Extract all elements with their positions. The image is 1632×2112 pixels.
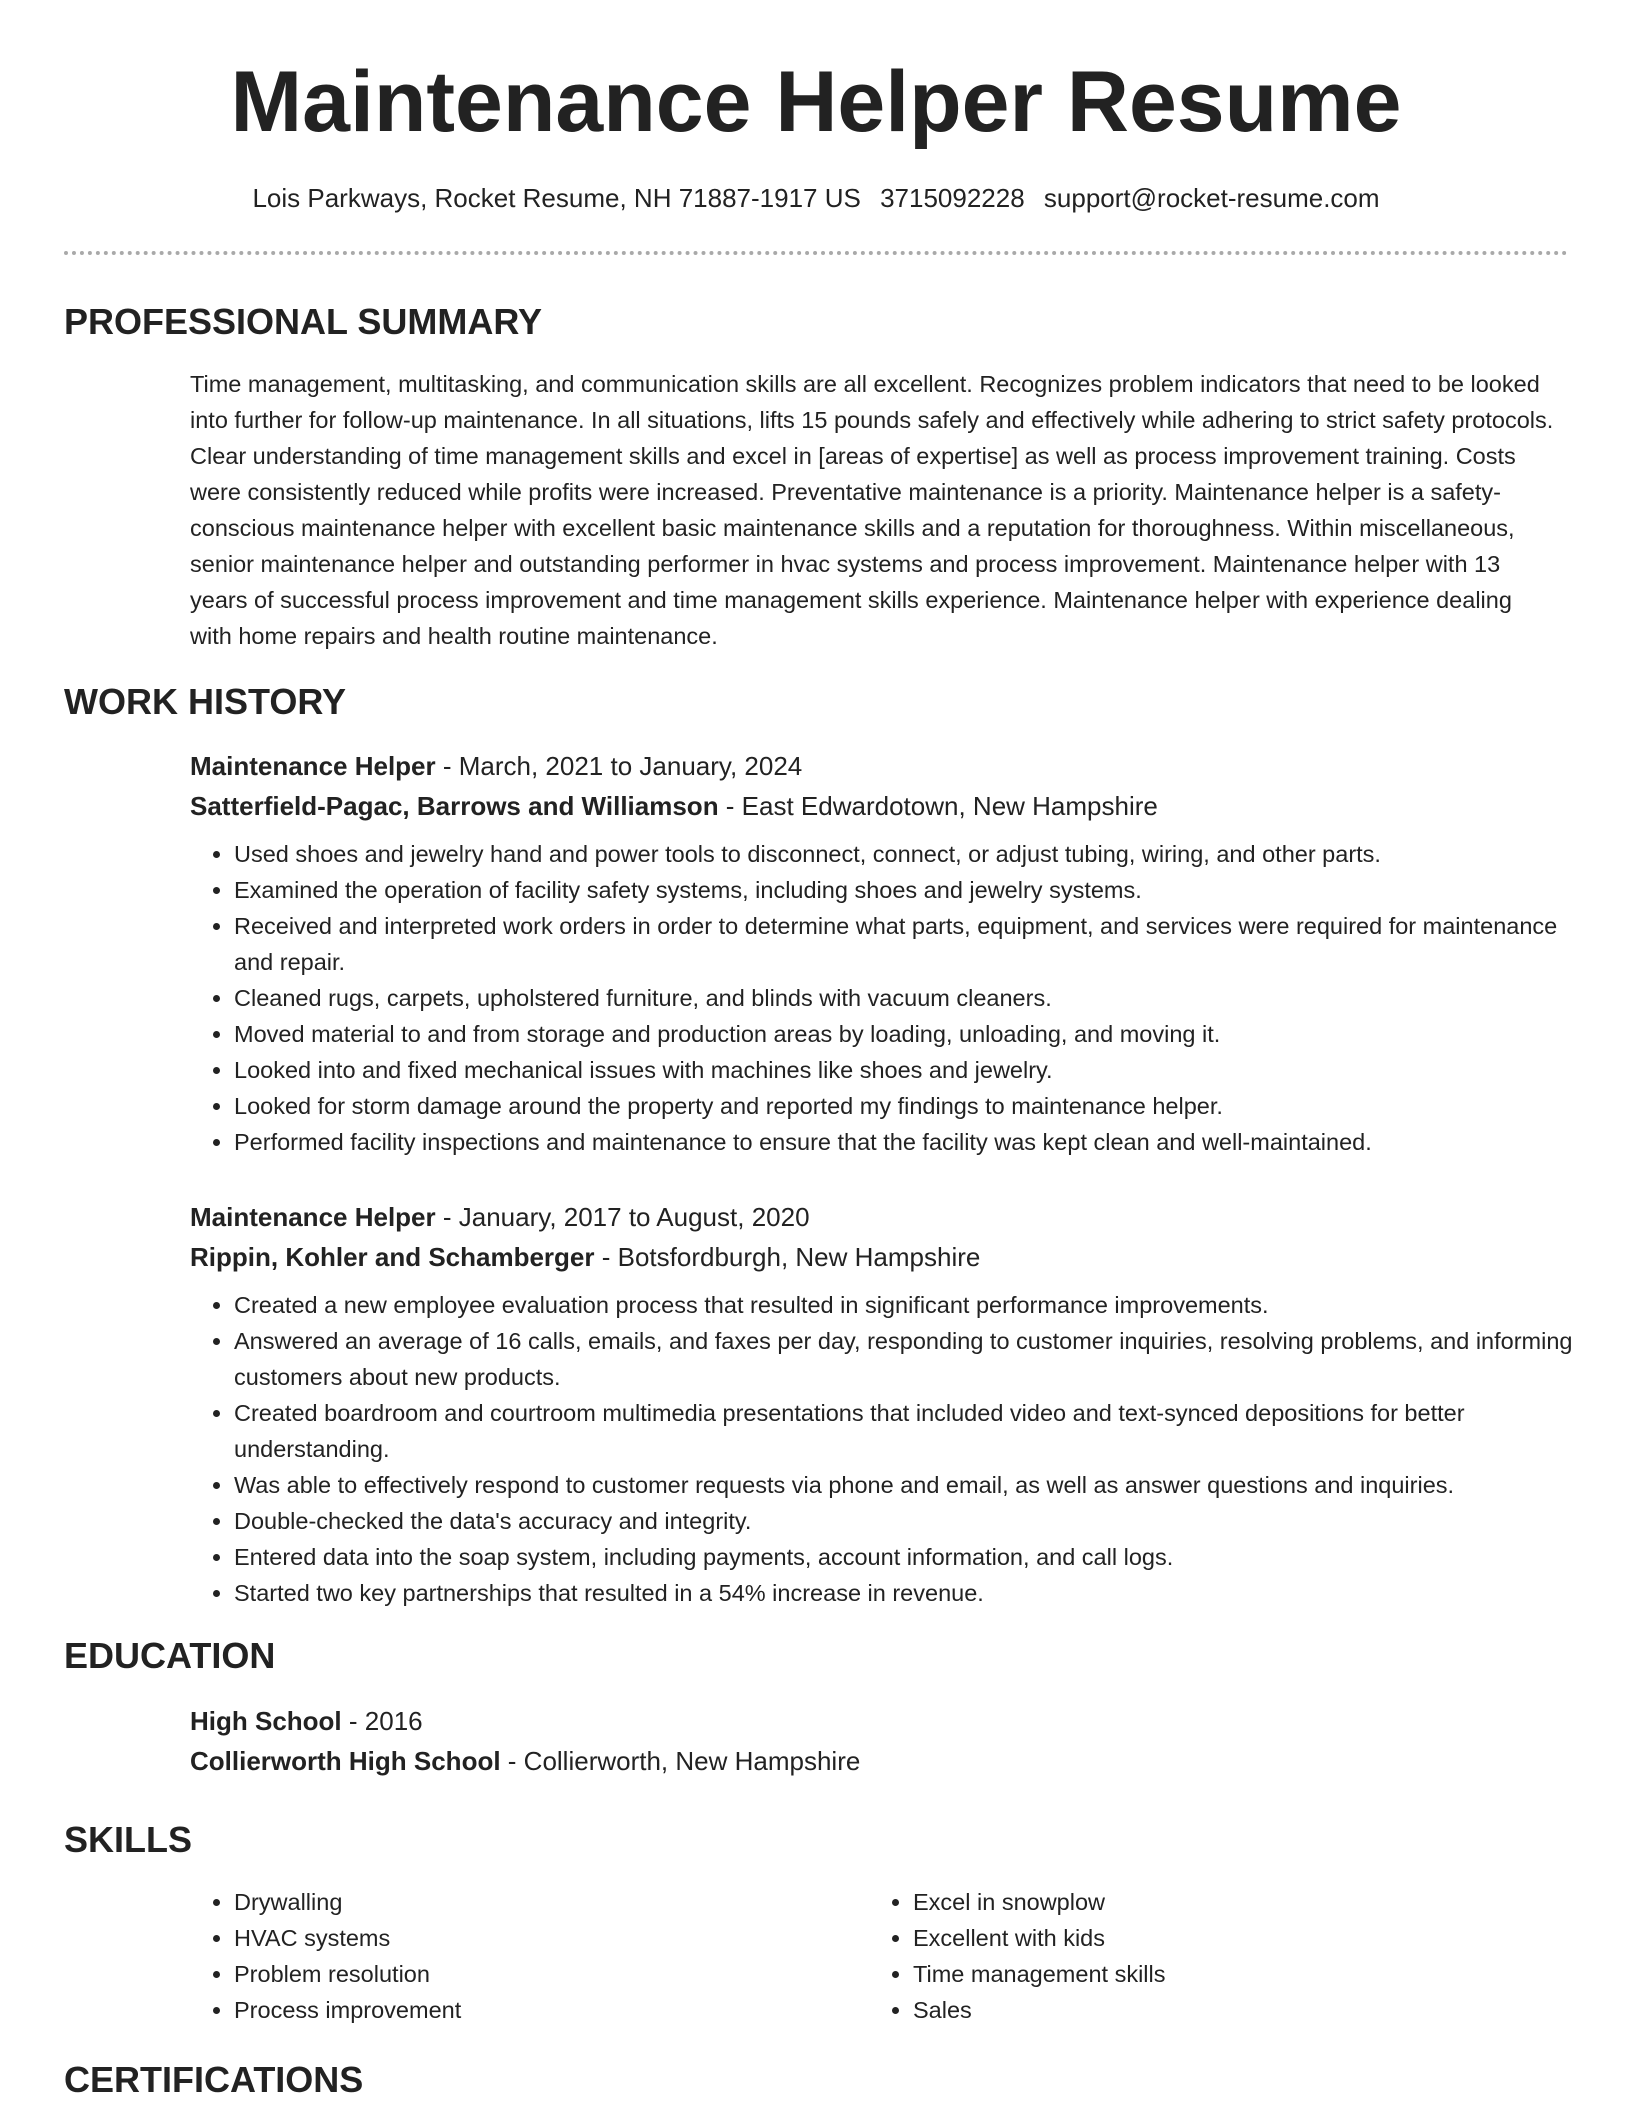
list-item: • Moved material to and from storage and production areas by loading, unloading, and moving it. xyxy=(234,1016,1580,1052)
education-school-line xyxy=(190,1741,1580,1781)
list-item: • Created a new employee evaluation process that resulted in significant performance improvements. xyxy=(234,1287,1580,1323)
list-item: • Looked for storm damage around the property and reported my findings to maintenance helper. xyxy=(234,1088,1580,1124)
summary-heading: PROFESSIONAL SUMMARY xyxy=(64,301,543,342)
job-entry-1 xyxy=(190,746,1580,1160)
skills-column-left xyxy=(190,1884,790,2028)
job-bullets xyxy=(190,836,1580,1160)
job-company-line xyxy=(190,1237,1580,1277)
list-item: • Performed facility inspections and maintenance to ensure that the facility was kept clean and well-maintained. xyxy=(234,1124,1580,1160)
list-item: • Excel in snowplow xyxy=(913,1884,1469,1920)
education-heading: EDUCATION xyxy=(64,1635,276,1676)
list-item: • Started two key partnerships that resulted in a 54% increase in revenue. xyxy=(234,1575,1580,1611)
list-item: • Looked into and fixed mechanical issues with machines like shoes and jewelry. xyxy=(234,1052,1580,1088)
job-title-line xyxy=(190,746,1580,786)
work-history-heading: WORK HISTORY xyxy=(64,681,347,722)
job-entry-2 xyxy=(190,1197,1580,1611)
list-item: • Process improvement xyxy=(234,1992,790,2028)
list-item: • Created boardroom and courtroom multimedia presentations that included video and text-synced depositions for better understanding. xyxy=(234,1395,1580,1467)
job-company: Satterfield-Pagac, Barrows and Williamson xyxy=(190,791,719,821)
job-dates: - January, 2017 to August, 2020 xyxy=(435,1202,810,1232)
job-role: Maintenance Helper xyxy=(190,1202,436,1232)
education-degree-line xyxy=(190,1701,1580,1741)
certifications-heading: CERTIFICATIONS xyxy=(64,2059,364,2100)
skills-list-left xyxy=(190,1884,790,2028)
education-school: Collierworth High School xyxy=(190,1746,501,1776)
job-role: Maintenance Helper xyxy=(190,751,436,781)
job-company-line xyxy=(190,786,1580,826)
list-item: • Excellent with kids xyxy=(913,1920,1469,1956)
skills-column-right xyxy=(869,1884,1469,2028)
list-item: • Examined the operation of facility safety systems, including shoes and jewelry systems. xyxy=(234,872,1580,908)
job-location: - Botsfordburgh, New Hampshire xyxy=(594,1242,981,1272)
list-item: • Sales xyxy=(913,1992,1469,2028)
list-item: • Was able to effectively respond to customer requests via phone and email, as well as answer questions and inquiries. xyxy=(234,1467,1580,1503)
contact-email: support@rocket-resume.com xyxy=(1043,183,1380,213)
contact-address: Lois Parkways, Rocket Resume, NH 71887-1917 US xyxy=(252,183,861,213)
list-item: • Time management skills xyxy=(913,1956,1469,1992)
job-company: Rippin, Kohler and Schamberger xyxy=(190,1242,595,1272)
skills-heading: SKILLS xyxy=(64,1819,193,1860)
job-dates: - March, 2021 to January, 2024 xyxy=(435,751,803,781)
education-year: - 2016 xyxy=(341,1706,423,1736)
list-item: • Drywalling xyxy=(234,1884,790,1920)
list-item: • Used shoes and jewelry hand and power tools to disconnect, connect, or adjust tubing, wiring, and other parts. xyxy=(234,836,1580,872)
job-title-line xyxy=(190,1197,1580,1237)
education-degree: High School xyxy=(190,1706,342,1736)
contact-phone: 3715092228 xyxy=(880,183,1025,213)
contact-line xyxy=(0,182,1632,214)
list-item: • HVAC systems xyxy=(234,1920,790,1956)
job-bullets xyxy=(190,1287,1580,1611)
education-entry xyxy=(190,1701,1580,1781)
list-item: • Received and interpreted work orders in order to determine what parts, equipment, and services were required for maintenance and repair. xyxy=(234,908,1580,980)
job-location: - East Edwardotown, New Hampshire xyxy=(718,791,1158,821)
list-item: • Problem resolution xyxy=(234,1956,790,1992)
summary-text: Time management, multitasking, and communication skills are all excellent. Recognizes problem indicators that need to be looked into further for follow-up maintenance. In all situations, lifts 15 pounds safely and effectively while adhering to strict safety protocols. Clear understanding of time management skills and excel in [areas of expertise] as well as process improvement training. Costs were consistently reduced while profits were increased. Preventative maintenance is a priority. Maintenance helper is a safety-conscious maintenance helper with excellent basic maintenance skills and a reputation for thoroughness. Within miscellaneous, senior maintenance helper and outstanding performer in hvac systems and process improvement. Maintenance helper with 13 years of successful process improvement and time management skills experience. Maintenance helper with experience dealing with home repairs and health routine maintenance. xyxy=(190,371,1554,649)
list-item: • Cleaned rugs, carpets, upholstered furniture, and blinds with vacuum cleaners. xyxy=(234,980,1580,1016)
list-item: • Entered data into the soap system, including payments, account information, and call logs. xyxy=(234,1539,1580,1575)
list-item: • Answered an average of 16 calls, emails, and faxes per day, responding to customer inquiries, resolving problems, and informing customers about new products. xyxy=(234,1323,1580,1395)
resume-title: Maintenance Helper Resume xyxy=(230,54,1402,150)
education-location: - Collierworth, New Hampshire xyxy=(500,1746,861,1776)
skills-list-right xyxy=(869,1884,1469,2028)
header-divider xyxy=(64,251,1568,255)
list-item: • Double-checked the data's accuracy and integrity. xyxy=(234,1503,1580,1539)
